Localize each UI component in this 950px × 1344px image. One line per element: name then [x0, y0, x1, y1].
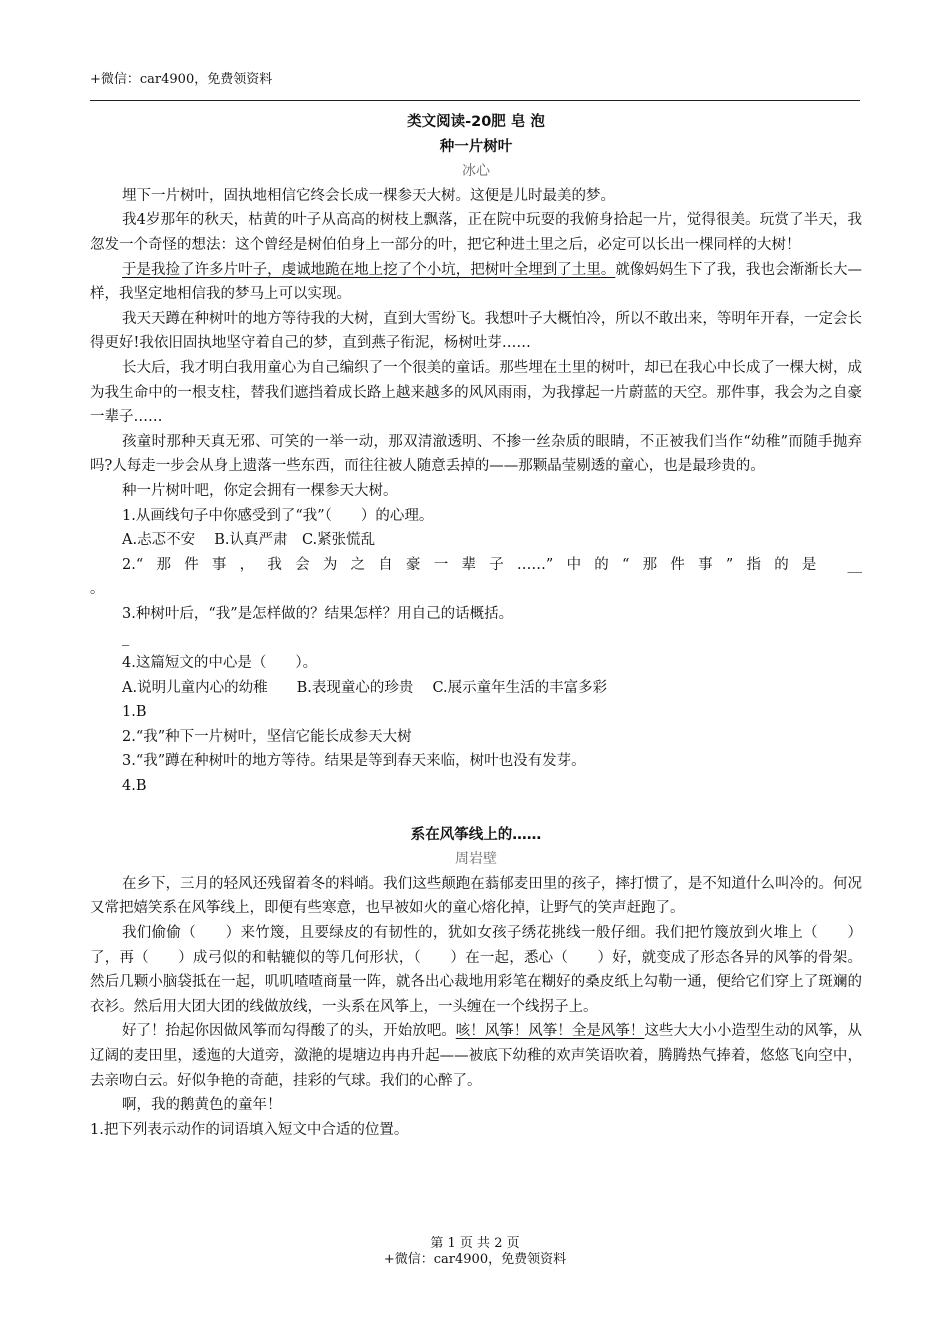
underlined-sentence: 于是我捡了许多片叶子，虔诚地跪在地上挖了个小坑，把树叶全埋到了土里。	[122, 261, 616, 278]
question-4-options: A.说明儿童内心的幼稚 B.表现童心的珍贵 C.展示童年生活的丰富多彩	[122, 679, 608, 696]
header-divider	[90, 100, 860, 101]
section2-title-block	[90, 823, 862, 872]
question-4: 4.这篇短文的中心是（ ）。	[122, 655, 318, 672]
question-2-end: 。	[90, 581, 105, 598]
answer-4: 4.B	[122, 778, 147, 795]
paragraph: 孩童时那种天真无邪、可笑的一举一动，那双清澈透明、不掺一丝杂质的眼睛，不正被我们当作“幼稚”而随手抛弃吗?人每走一步会从身上遗落一些东西，而往往被人随意丢掉的——那颗晶莹剔透的童心，也是最珍贵的。	[90, 433, 862, 475]
paragraph-text: 就像妈妈生下了我，我也会渐渐长大—样，我坚定地相信我的梦马上可以实现。	[90, 261, 863, 303]
question-2-text: 2.“那件事，我会为之自豪一辈子……”中的“那件事”指的是	[122, 556, 830, 573]
answer-blank: _	[122, 630, 130, 647]
document-body	[90, 108, 862, 1142]
article-author: 冰心	[462, 163, 490, 180]
paragraph: 啊，我的鹅黄色的童年！	[122, 1097, 282, 1114]
underlined-sentence: 咳！风筝！风筝！全是风筝！	[455, 1023, 645, 1040]
question-1: 1.把下列表示动作的词语填入短文中合适的位置。	[90, 1121, 409, 1138]
paragraph: 种一片树叶吧，你定会拥有一棵参天大树。	[122, 482, 398, 499]
paragraph: 我们偷偷（ ）来竹篾，且要绿皮的有韧性的，犹如女孩子绣花挑线一般仔细。我们把竹篾放到火堆上（ ）了，再（ ）成弓似的和軲辘似的等几何形状，（ ）在一起，悉心（ ）好，就变成了形态各异的风筝的骨架。然后几颗小脑袋抵在一起，叽叽喳喳商量一阵，就各出心裁地用彩笔在糊好的桑皮纸上勾勒一通，便给它们穿上了斑斓的衣衫。然后用大团大团的线做放线，一头系在风筝上，一头缠在一个线拐子上。	[90, 925, 862, 1015]
question-1: 1.从画线句子中你感受到了“我”（ ）的心理。	[122, 507, 434, 524]
question-3: 3.种树叶后，“我”是怎样做的？结果怎样？用自己的话概括。	[122, 605, 514, 622]
paragraph-text: 好了！抬起你因做风筝而勾得酸了的头，开始放吧。	[122, 1023, 456, 1040]
paragraph	[90, 1019, 862, 1093]
paragraph-text: 这些大大小小造型生动的风筝，从辽阔的麦田里，逶迤的大道旁，潋滟的堤塘边冉冉升起——被底下幼稚的欢声笑语吹着，腾腾热气捧着，悠悠飞向空中，去亲吻白云。好似争艳的奇葩，挂彩的气球。我们的心醉了。	[90, 1023, 863, 1089]
spacer	[90, 799, 862, 823]
question-2	[90, 553, 862, 578]
answer-2: 2.“我”种下一片树叶，坚信它能长成参天大树	[122, 728, 412, 745]
section1-title-block	[90, 110, 862, 184]
page-header: +微信：car4900，免费领资料	[90, 72, 273, 87]
answer-1: 1.B	[122, 704, 147, 721]
question-1-options: A.忐忑不安 B.认真严肃 C.紧张慌乱	[122, 532, 376, 549]
paragraph: 我天天蹲在种树叶的地方等待我的大树，直到大雪纷飞。我想叶子大概怕冷，所以不敢出来，等明年开春，一定会长得更好!我依旧固执地坚守着自己的梦，直到燕子衔泥，杨树吐芽……	[90, 310, 862, 352]
paragraph	[90, 258, 862, 307]
article-author: 周岩壁	[455, 851, 497, 868]
paragraph: 我4岁那年的秋天，枯黄的叶子从高高的树枝上飘落，正在院中玩耍的我俯身拾起一片，觉得很美。玩赏了半天，我忽发一个奇怪的想法：这个曾经是树伯伯身上一部分的叶，把它种进土里之后，必定可以长出一棵同样的大树！	[90, 212, 862, 253]
section-heading: 类文阅读-20肥 皂 泡	[407, 114, 545, 130]
answer-3: 3.“我”蹲在种树叶的地方等待。结果是等到春天来临，树叶也没有发芽。	[122, 753, 586, 770]
article-title: 系在风筝线上的……	[410, 826, 542, 843]
answer-blank: __	[847, 556, 863, 573]
page-footer: +微信：car4900，免费领资料	[383, 1252, 567, 1267]
paragraph: 埋下一片树叶，固执地相信它终会长成一棵参天大树。这便是儿时最美的梦。	[122, 187, 615, 204]
paragraph: 在乡下，三月的轻风还残留着冬的料峭。我们这些颠跑在蓊郁麦田里的孩子，摔打惯了，是不知道什么叫冷的。何况又常把嬉笑系在风筝线上，即便有些寒意，也早被如火的童心熔化掉，让野气的笑声赶跑了。	[90, 875, 862, 917]
page-number: 第 1 页 共 2 页	[430, 1236, 520, 1251]
paragraph: 长大后，我才明白我用童心为自己编织了一个很美的童话。那些埋在土里的树叶，却已在我心中长成了一棵大树，成为我生命中的一根支柱，替我们遮挡着成长路上越来越多的风风雨雨，为我撑起一片蔚蓝的天空。那件事，我会为之自豪一辈子……	[90, 359, 862, 426]
article-title: 种一片树叶	[439, 138, 513, 155]
